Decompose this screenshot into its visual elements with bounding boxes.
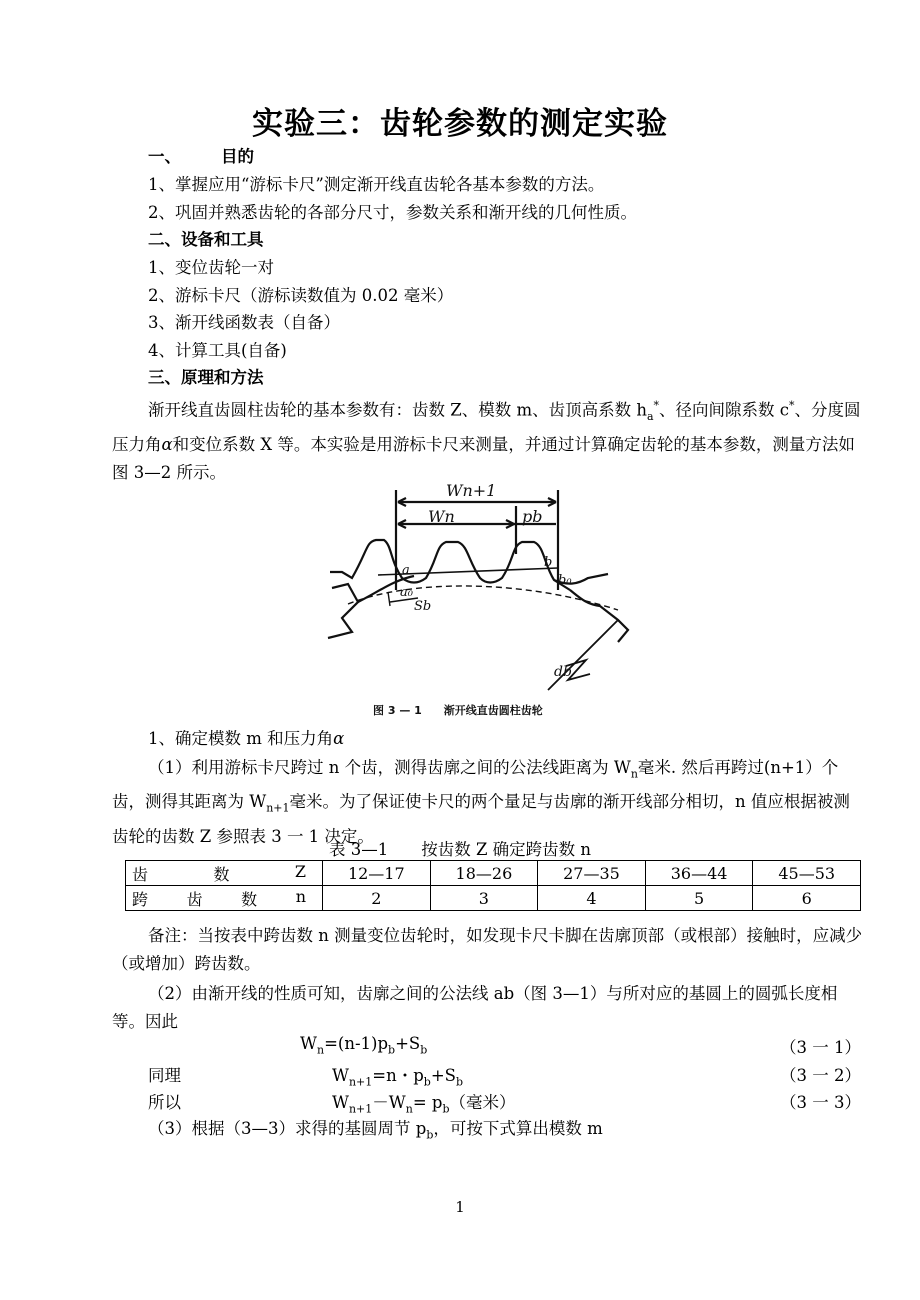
label-sb: Sb <box>414 599 432 614</box>
property-paragraph: （2）由渐开线的性质可知，齿廓之间的公法线 ab（图 3—1）与所对应的基圆上的圆弧长度相等。因此 <box>112 984 838 1031</box>
label-a: a <box>402 563 410 578</box>
step-1-heading: 1、确定模数 m 和压力角α <box>148 729 345 748</box>
gear-measurement-figure <box>318 480 648 720</box>
table-row: 齿 数 Z 12—17 18—26 27—35 36—44 45—53 <box>126 861 861 886</box>
table-note: 备注：当按表中跨齿数 n 测量变位齿轮时，如发现卡尺卡脚在齿廓顶部（或根部）接触时，应减少（或增加）跨齿数。 <box>112 926 863 973</box>
equation-3-3-label: 所以 <box>148 1093 181 1112</box>
equation-number: （3 一 1） <box>780 1038 861 1057</box>
principle-paragraph: 渐开线直齿圆柱齿轮的基本参数有：齿数 Z、模数 m、齿顶高系数 $h_a^*$、径向间隙系数 c*、分度圆压力角α和变位系数 X 等。本实验是用游标卡尺来测量，并通过计算确定齿轮的基本参数，测量方法如图 3—2 所示。 <box>112 399 861 482</box>
objective-item: 1、掌握应用“游标卡尺”测定渐开线直齿轮各基本参数的方法。 <box>148 175 605 194</box>
equation-number: （3 一 3） <box>780 1093 861 1112</box>
equation-3-2-label: 同理 <box>148 1066 181 1085</box>
page-title: 实验三：齿轮参数的测定实验 <box>252 106 668 142</box>
label-b: b <box>544 555 553 570</box>
figure-caption: 图 3 — 1 渐开线直齿圆柱齿轮 <box>373 704 543 717</box>
section-3-heading: 三、原理和方法 <box>148 368 264 387</box>
table-row: 跨 齿 数 n 2 3 4 5 6 <box>126 886 861 911</box>
step-1-paragraph: （1）利用游标卡尺跨过 n 个齿，测得齿廓之间的公法线距离为 $W_n$毫米. 然后再跨过(n+1）个齿，测得其距离为 $W_{n+1}$毫米。为了保证使卡尺的两个量足与齿廓的渐开线部分相切，n 值应根据被测齿轮的齿数 Z 参照表 3 一 1 决定。 <box>112 758 850 846</box>
objective-item: 2、巩固并熟悉齿轮的各部分尺寸，参数关系和渐开线的几何性质。 <box>148 203 637 222</box>
equation-3-1: $W_n=(n-1)p_b+S_b$ <box>300 1034 428 1057</box>
label-pb: pb <box>522 507 543 526</box>
label-db: db <box>554 664 572 680</box>
label-a0: a₀ <box>400 585 413 600</box>
page-number: 1 <box>455 1198 465 1216</box>
table-caption: 表 3—1 按齿数 Z 确定跨齿数 n <box>328 840 592 859</box>
section-2-heading: 二、设备和工具 <box>148 230 264 249</box>
section-1-heading: 一、 目的 <box>148 147 254 166</box>
label-b0: b₀ <box>558 573 572 588</box>
equation-number: （3 一 2） <box>780 1066 861 1085</box>
equation-3-2: $W_{n+1}=n$・$p_b+S_b$ <box>332 1066 464 1089</box>
label-wn: Wn <box>428 507 455 526</box>
equipment-item: 3、渐开线函数表（自备） <box>148 313 340 332</box>
label-wn1: Wn+1 <box>446 481 497 500</box>
equipment-item: 1、变位齿轮一对 <box>148 258 274 277</box>
module-paragraph: （3）根据（3—3）求得的基圆周节 $p_b$，可按下式算出模数 m <box>148 1119 603 1142</box>
tooth-span-table <box>125 860 861 911</box>
equipment-item: 2、游标卡尺（游标读数值为 0.02 毫米） <box>148 286 454 305</box>
equipment-item: 4、计算工具(自备) <box>148 341 287 360</box>
equation-3-3: $W_{n+1}-W_n= p_b$（毫米） <box>332 1093 516 1116</box>
